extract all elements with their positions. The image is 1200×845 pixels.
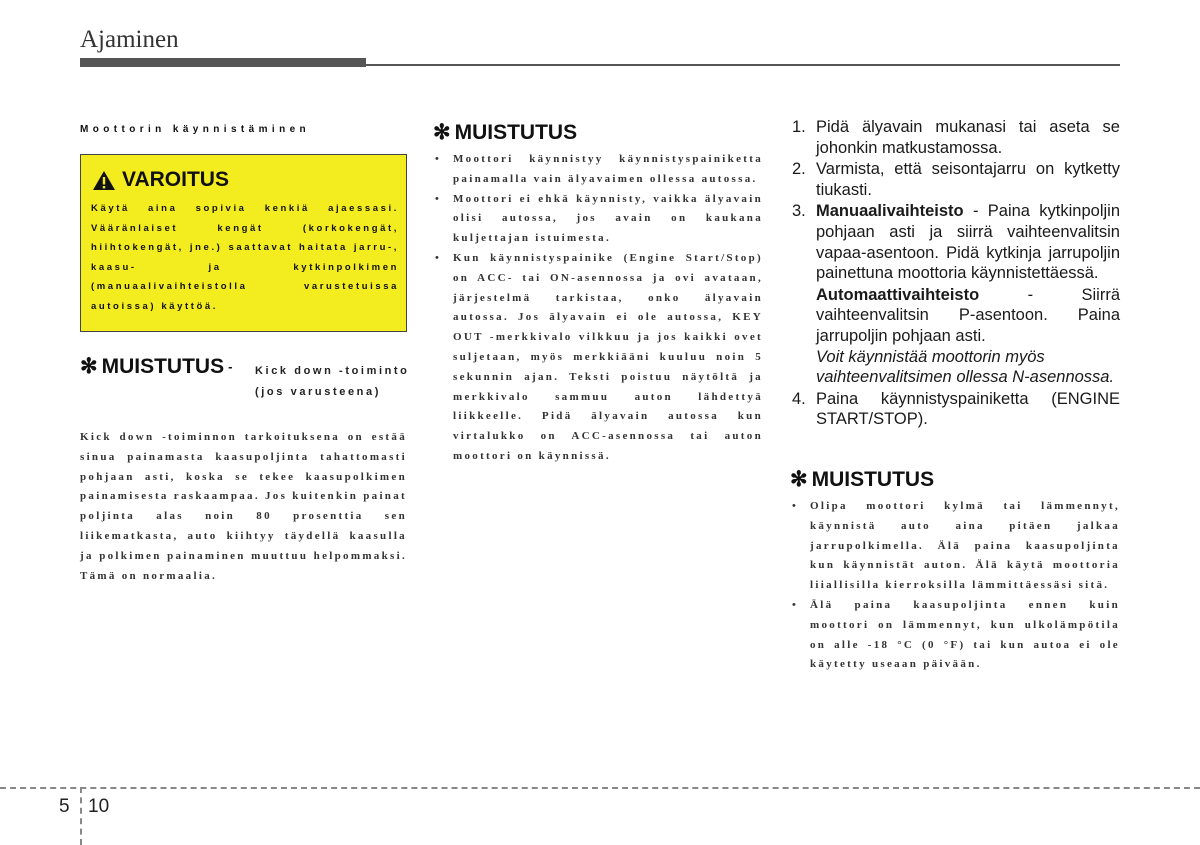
- step-item: [790, 159, 1120, 200]
- smartkey-notes-list: [433, 150, 763, 467]
- list-item: • Moottori ei ehkä käynnisty, vaikka älyavain olisi autossa, jos avain on kaukana kuljettajan istuimesta.: [433, 190, 763, 249]
- step-text: Paina käynnistyspainiketta (ENGINE START/STOP).: [816, 389, 1120, 429]
- asterisk-icon: ✻: [433, 121, 451, 144]
- step-item: [790, 117, 1120, 158]
- page-number: 10: [88, 796, 110, 817]
- list-item: • Kun käynnistyspainike (Engine Start/Stop) on ACC- tai ON-asennossa ja ovi avataan, järjestelmä tarkistaa, onko älyavain autossa. Jos älyavain ei ole autossa, KEY OUT -merkkivalo vilkkuu ja jos kaikki ovet suljetaan, myös merkkiääni kuuluu noin 5 sekunnin ajan. Teksti poistuu näytöltä ja merkkivalo sammuu auton lähdettyä liikkeelle. Pidä älyavain autossa kun virtalukko on ACC-asennossa tai auton moottori on käynnissä.: [433, 249, 763, 467]
- page-header-title: Ajaminen: [80, 26, 179, 53]
- footer-rule: [0, 787, 1200, 789]
- note-subtitle: Kick down -toiminto (jos varusteena): [255, 365, 410, 398]
- step-item: [790, 389, 1120, 430]
- footer-divider: [80, 787, 82, 845]
- start-procedure-steps: [790, 117, 1120, 431]
- step-number: 3.: [792, 202, 806, 221]
- chapter-number: 5: [59, 796, 70, 817]
- auto-text: - Siirrä vaihteenvalitsin P-asentoon. Paina jarrupoljin pohjaan asti.: [816, 285, 1120, 345]
- warning-box: [80, 154, 407, 332]
- warning-triangle-icon: [92, 170, 116, 191]
- step-number: 4.: [792, 389, 806, 408]
- asterisk-icon: ✻: [790, 468, 808, 491]
- warning-title-text: VAROITUS: [122, 168, 229, 191]
- step-text: - Paina kytkinpoljin pohjaan asti ja siirrä vaihteenvalitsin vapaa-asentoon. Pidä kytkinja jarrupoljin painettuna moottoria käynnistettäessä.: [816, 202, 1120, 283]
- step-text: Pidä älyavain mukanasi tai aseta se johonkin matkustamossa.: [816, 118, 1120, 157]
- step-number: 1.: [792, 118, 806, 136]
- section-heading: Moottorin käynnistäminen: [80, 124, 311, 135]
- warning-title: [92, 168, 229, 192]
- header-rule-thin: [366, 64, 1120, 66]
- note-heading-engine: [790, 467, 934, 492]
- note-label: MUISTUTUS: [811, 467, 935, 491]
- auto-bold-label: Automaattivaihteisto: [816, 285, 980, 304]
- italic-note: Voit käynnistää moottorin myös vaihteenvalitsimen ollessa N-asennossa.: [816, 347, 1115, 387]
- header-rule-thick: [80, 58, 366, 67]
- note-heading-smartkey: [433, 120, 577, 145]
- warning-text: Käytä aina sopivia kenkiä ajaessasi. Vääränlaiset kengät (korkokengät, hiihtokengät, jne.) saattavat haitata jarru-, kaasu- ja kytkinpolkimen (manuaalivaihteistolla varustetuissa autoissa) käyttöä.: [91, 203, 399, 312]
- step-number: 2.: [792, 160, 806, 179]
- list-item: • Älä paina kaasupoljinta ennen kuin moottori on lämmennyt, kun ulkolämpötila on alle -18 °C (0 °F) tai kun autoa ei ole käytetty useaan päivään.: [790, 596, 1120, 675]
- note-body: Kick down -toiminnon tarkoituksena on estää sinua painamasta kaasupoljinta tahattomasti pohjaan asti, koska se tekee kaasupolkimen painamisesta raskaampaa. Jos kuitenkin painat poljinta alas noin 80 prosenttia sen liikematkasta, auto kiihtyy täydellä kaasulla ja polkimen painaminen muuttuu helpommaksi. Tämä on normaalia.: [80, 431, 407, 582]
- list-item: • Olipa moottori kylmä tai lämmennyt, käynnistä auto aina pitäen jalkaa jarrupolkimella. Älä paina kaasupoljinta kun käynnistät auton. Älä käytä moottoria liiallisilla kierroksilla lämmittäessäsi sitä.: [790, 497, 1120, 596]
- note-label: MUISTUTUS: [101, 354, 225, 378]
- note-label: MUISTUTUS: [454, 120, 578, 144]
- step-bold-label: Manuaalivaihteisto: [816, 202, 964, 221]
- list-item: • Moottori käynnistyy käynnistyspainiketta painamalla vain älyavaimen ollessa autossa.: [433, 150, 763, 190]
- engine-notes-list: [790, 497, 1120, 675]
- note-heading-kickdown: [80, 354, 232, 379]
- asterisk-icon: ✻: [80, 355, 98, 378]
- step-item: [790, 201, 1120, 283]
- automatic-transmission-paragraph: [790, 285, 1120, 347]
- note-dash: -: [228, 359, 233, 374]
- step-text: Varmista, että seisontajarru on kytketty tiukasti.: [816, 160, 1120, 199]
